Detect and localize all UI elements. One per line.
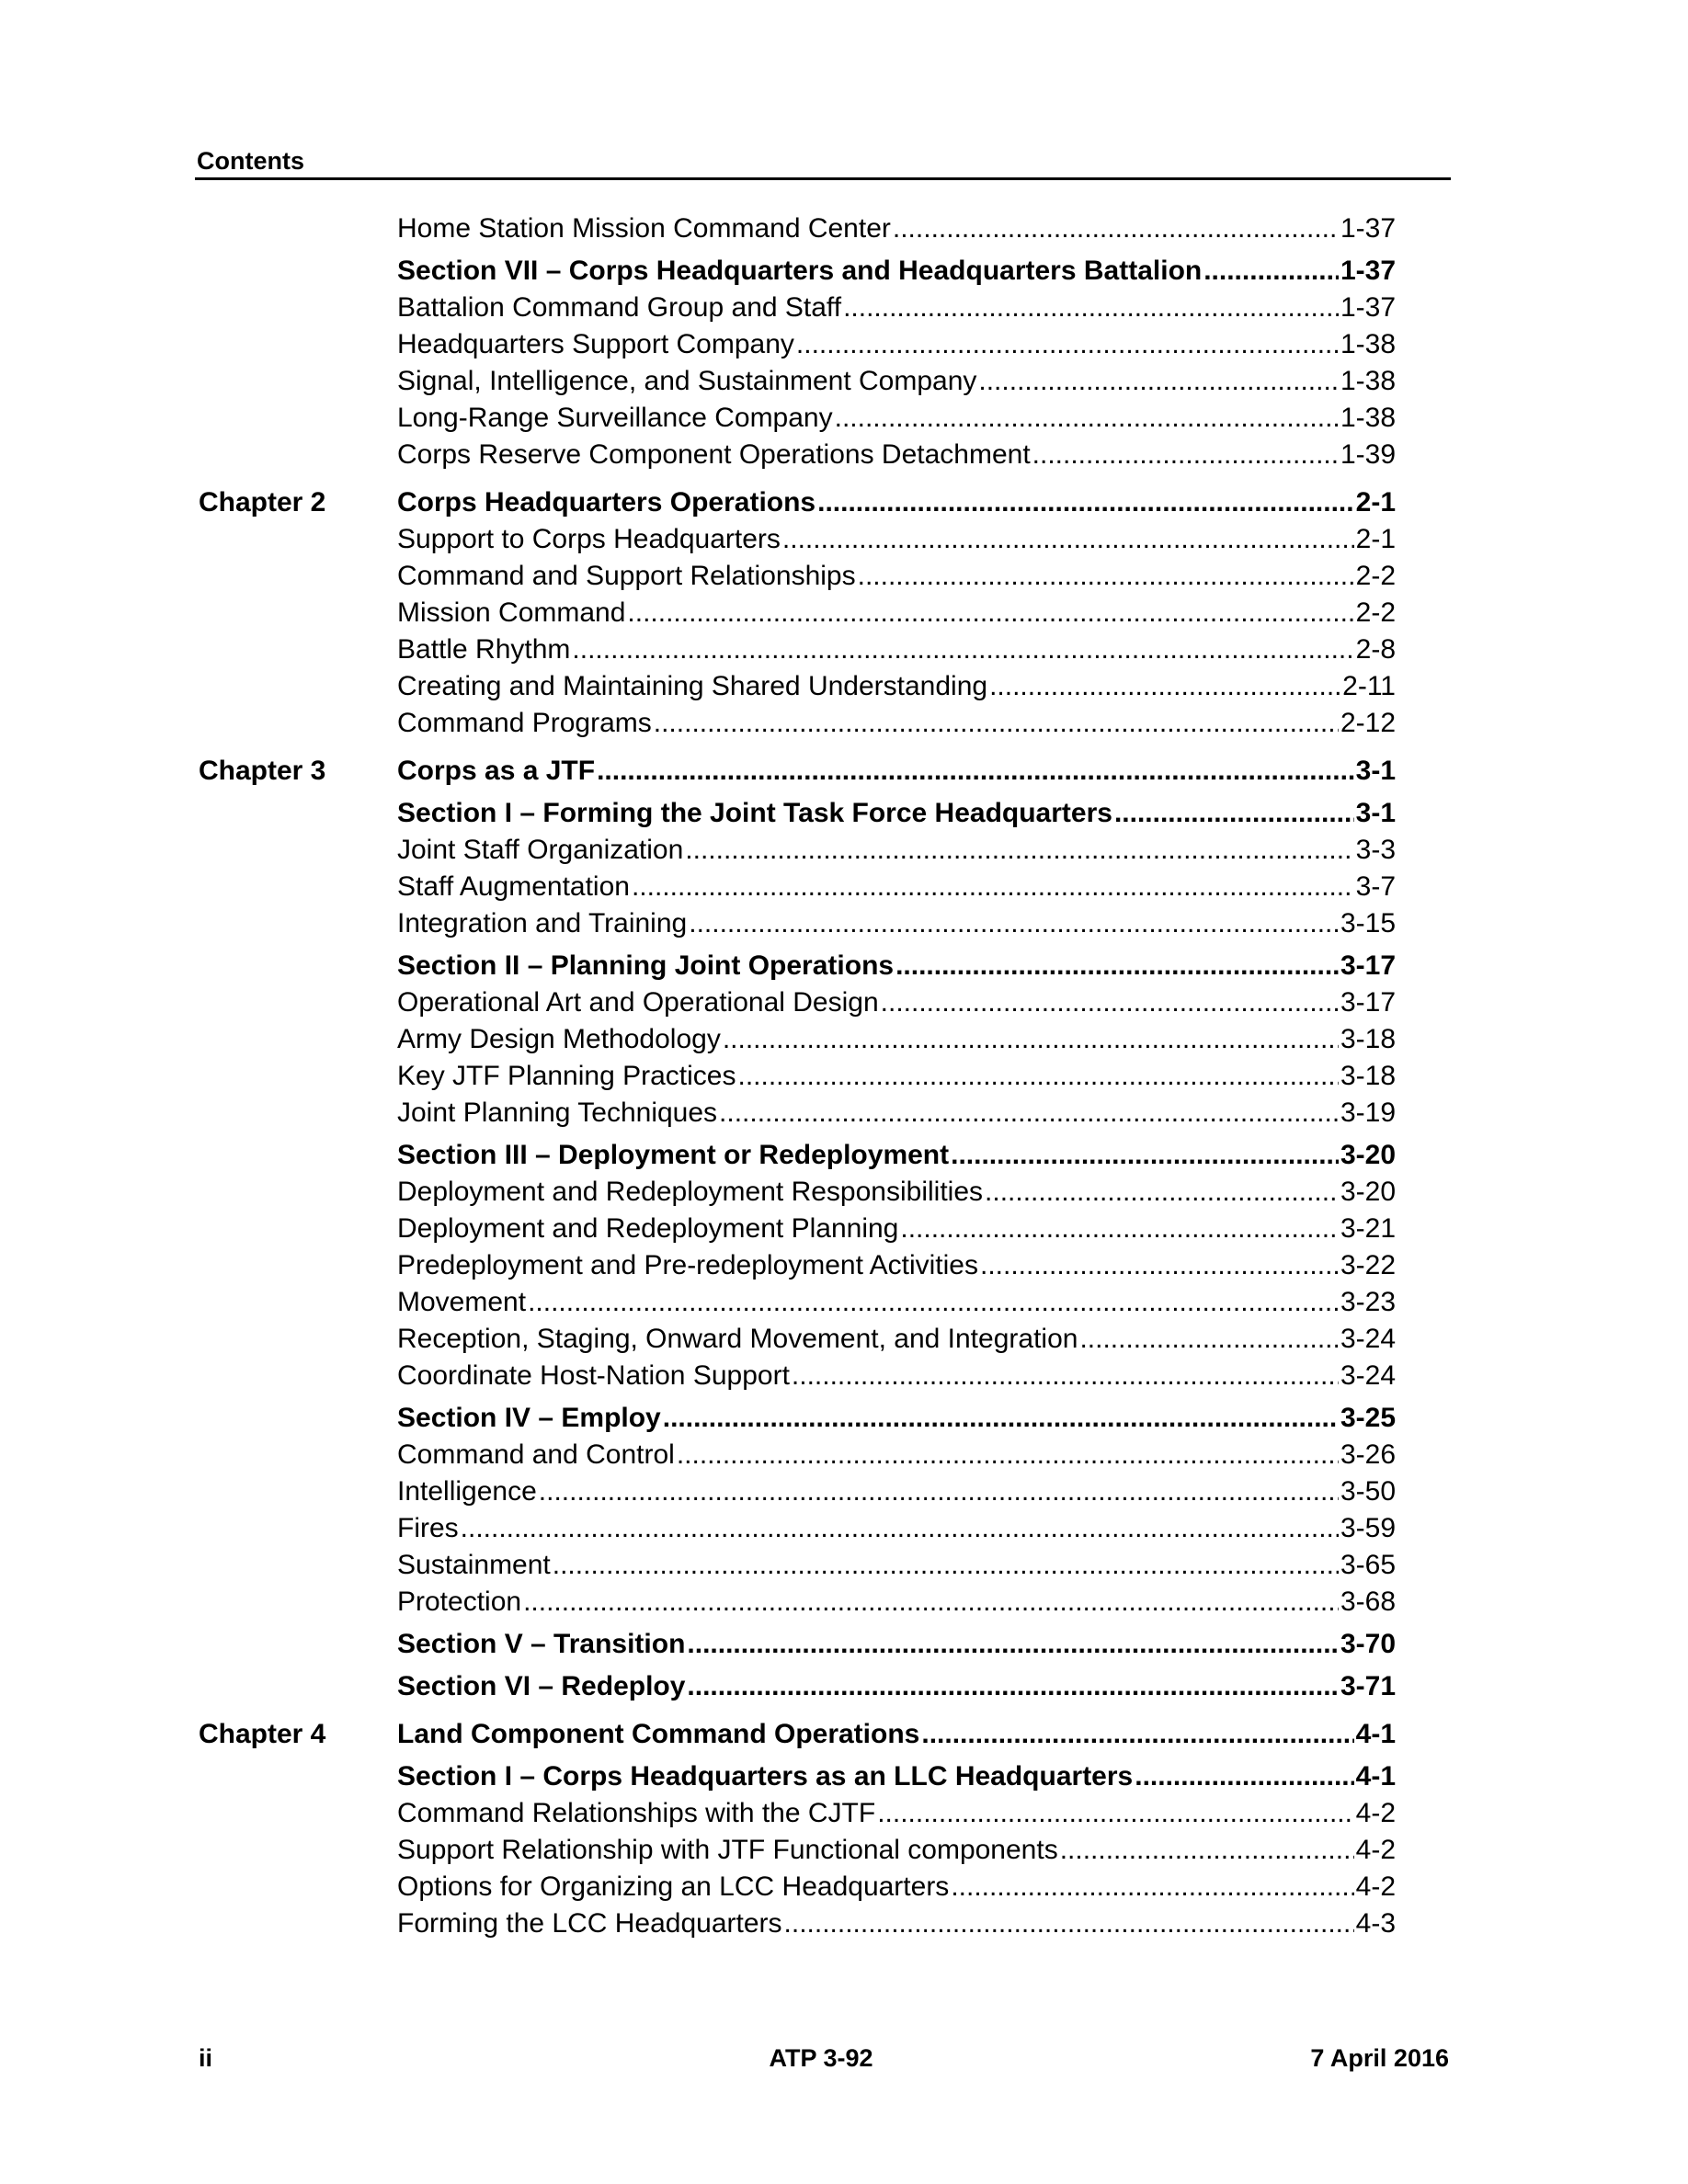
- toc-entry[interactable]: [397, 213, 1396, 245]
- footer-page-number: ii: [199, 2044, 213, 2072]
- toc-entry-page: 2-8: [1355, 634, 1396, 665]
- toc-entry-title: Battle Rhythm: [397, 634, 571, 665]
- dot-leader: [858, 561, 1354, 592]
- toc-entry[interactable]: [397, 1061, 1396, 1092]
- toc-row: [0, 950, 1688, 987]
- toc-entry[interactable]: [397, 1513, 1396, 1544]
- dot-leader: [539, 1476, 1339, 1507]
- dot-leader: [687, 1629, 1339, 1660]
- toc-entry[interactable]: [397, 1403, 1396, 1434]
- toc-entry[interactable]: [397, 1287, 1396, 1318]
- dot-leader: [877, 1798, 1353, 1829]
- toc-entry[interactable]: [397, 1098, 1396, 1129]
- toc-entry-page: 3-18: [1340, 1061, 1396, 1091]
- toc-row: [0, 708, 1688, 745]
- toc-row: [0, 1360, 1688, 1397]
- toc-entry-title: Predeployment and Pre-redeployment Activities: [397, 1250, 978, 1280]
- toc-entry-page: 3-70: [1340, 1629, 1396, 1659]
- dot-leader: [843, 292, 1339, 324]
- toc-entry[interactable]: [397, 1439, 1396, 1471]
- toc-row: [0, 835, 1688, 871]
- toc-entry-page: 3-15: [1340, 908, 1396, 938]
- dot-leader: [895, 950, 1339, 982]
- toc-entry-page: 4-1: [1355, 1761, 1396, 1792]
- toc-entry-title: Intelligence: [397, 1476, 537, 1507]
- toc-entry-title: Reception, Staging, Onward Movement, and Integration: [397, 1324, 1078, 1354]
- toc-entry-page: 3-24: [1340, 1324, 1396, 1354]
- toc-entry[interactable]: [397, 1761, 1396, 1792]
- dot-leader: [951, 1140, 1339, 1171]
- toc-row: [0, 1403, 1688, 1439]
- toc-entry-title: Integration and Training: [397, 908, 688, 938]
- toc-entry-title: Support to Corps Headquarters: [397, 524, 781, 554]
- dot-leader: [951, 1871, 1353, 1903]
- toc-entry-title: Options for Organizing an LCC Headquarters: [397, 1871, 950, 1902]
- toc-row: [0, 987, 1688, 1024]
- toc-entry-title: Mission Command: [397, 597, 626, 628]
- toc-entry[interactable]: [397, 756, 1396, 787]
- toc-entry-title: Sustainment: [397, 1550, 551, 1580]
- toc-row: [0, 1719, 1688, 1756]
- toc-entry[interactable]: [397, 1629, 1396, 1660]
- toc-row: [0, 1761, 1688, 1798]
- toc-entry-page: 2-1: [1355, 487, 1396, 518]
- toc-row: [0, 487, 1688, 524]
- toc-entry-page: 3-20: [1340, 1177, 1396, 1207]
- toc-entry-title: Battalion Command Group and Staff: [397, 292, 842, 323]
- toc-entry-page: 1-38: [1340, 329, 1396, 359]
- toc-entry[interactable]: [397, 634, 1396, 665]
- toc-entry[interactable]: [397, 908, 1396, 939]
- toc-entry-page: 2-2: [1355, 561, 1396, 591]
- toc-entry-page: 1-37: [1340, 213, 1396, 244]
- dot-leader: [632, 871, 1354, 903]
- toc-entry[interactable]: [397, 1024, 1396, 1055]
- toc-entry-page: 4-2: [1355, 1871, 1396, 1902]
- toc-row: [0, 1908, 1688, 1945]
- dot-leader: [921, 1719, 1353, 1750]
- toc-entry-title: Joint Planning Techniques: [397, 1098, 718, 1128]
- toc-entry-page: 3-21: [1340, 1213, 1396, 1244]
- dot-leader: [782, 524, 1354, 555]
- dot-leader: [1203, 256, 1339, 287]
- toc-entry[interactable]: [397, 524, 1396, 555]
- toc-entry-page: 3-65: [1340, 1550, 1396, 1580]
- dot-leader: [528, 1287, 1339, 1318]
- dot-leader: [572, 634, 1353, 665]
- dot-leader: [627, 597, 1353, 629]
- dot-leader: [523, 1587, 1339, 1618]
- dot-leader: [654, 708, 1339, 739]
- toc-entry[interactable]: [397, 1140, 1396, 1171]
- toc-entry-page: 2-11: [1342, 671, 1396, 701]
- toc-row: [0, 756, 1688, 792]
- toc-entry[interactable]: [397, 1587, 1396, 1618]
- toc-entry-page: 3-3: [1355, 835, 1396, 865]
- toc-entry-title: Deployment and Redeployment Responsibilities: [397, 1177, 984, 1207]
- toc-entry-page: 3-26: [1340, 1439, 1396, 1470]
- toc-row: [0, 1513, 1688, 1550]
- dot-leader: [1032, 439, 1339, 471]
- toc-entry[interactable]: [397, 1871, 1396, 1903]
- toc-entry-page: 3-17: [1340, 950, 1396, 981]
- dot-leader: [689, 908, 1339, 939]
- toc-row: [0, 634, 1688, 671]
- toc-row: [0, 1587, 1688, 1623]
- dot-leader: [687, 1671, 1339, 1702]
- toc-row: [0, 1213, 1688, 1250]
- toc-entry-title: Section VI – Redeploy: [397, 1671, 686, 1701]
- toc-entry-title: Section V – Transition: [397, 1629, 686, 1659]
- toc-entry[interactable]: [397, 1177, 1396, 1208]
- toc-entry-page: 3-23: [1340, 1287, 1396, 1317]
- dot-leader: [663, 1403, 1339, 1434]
- toc-entry-page: 3-18: [1340, 1024, 1396, 1054]
- toc-entry-title: Command and Control: [397, 1439, 675, 1470]
- toc-row: [0, 561, 1688, 597]
- toc-row: [0, 1798, 1688, 1835]
- toc-row: [0, 1476, 1688, 1513]
- toc-entry-title: Protection: [397, 1587, 522, 1617]
- toc-entry-page: 4-2: [1355, 1798, 1396, 1828]
- toc-entry-page: 3-25: [1340, 1403, 1396, 1433]
- toc-entry[interactable]: [397, 487, 1396, 518]
- toc-row: [0, 256, 1688, 292]
- toc-row: [0, 1177, 1688, 1213]
- toc-entry-page: 1-38: [1340, 366, 1396, 396]
- toc-row: [0, 1550, 1688, 1587]
- toc-entry[interactable]: [397, 1719, 1396, 1750]
- toc-row: [0, 403, 1688, 439]
- toc-row: [0, 439, 1688, 476]
- dot-leader: [893, 213, 1339, 245]
- toc-entry-title: Section II – Planning Joint Operations: [397, 950, 895, 981]
- toc-entry-title: Creating and Maintaining Shared Understanding: [397, 671, 988, 701]
- toc-entry[interactable]: [397, 1324, 1396, 1355]
- dot-leader: [685, 835, 1353, 866]
- toc-entry[interactable]: [397, 987, 1396, 1018]
- toc-entry-title: Corps as a JTF: [397, 756, 596, 786]
- dot-leader: [989, 671, 1340, 702]
- toc-entry[interactable]: [397, 1908, 1396, 1939]
- toc-entry-page: 2-2: [1355, 597, 1396, 628]
- toc-entry-title: Corps Headquarters Operations: [397, 487, 816, 518]
- toc-entry[interactable]: [397, 597, 1396, 629]
- footer-publication-id: ATP 3-92: [769, 2044, 873, 2072]
- toc-entry-title: Section VII – Corps Headquarters and Headquarters Battalion: [397, 256, 1203, 286]
- toc-entry-title: Corps Reserve Component Operations Detachment: [397, 439, 1031, 470]
- toc-entry[interactable]: [397, 292, 1396, 324]
- toc-entry-page: 1-37: [1340, 256, 1396, 286]
- toc-entry-page: 1-38: [1340, 403, 1396, 433]
- toc-entry-title: Forming the LCC Headquarters: [397, 1908, 782, 1939]
- dot-leader: [796, 329, 1339, 360]
- toc-entry[interactable]: [397, 1250, 1396, 1281]
- toc-entry-page: 2-12: [1340, 708, 1396, 738]
- toc-row: [0, 597, 1688, 634]
- dot-leader: [1135, 1761, 1353, 1792]
- toc-entry-page: 3-1: [1355, 756, 1396, 786]
- footer-date: 7 April 2016: [1310, 2044, 1449, 2072]
- toc-row: [0, 1324, 1688, 1360]
- toc-row: [0, 1098, 1688, 1134]
- toc-entry[interactable]: [397, 256, 1396, 287]
- toc-entry[interactable]: [397, 439, 1396, 471]
- toc-entry-page: 3-71: [1340, 1671, 1396, 1701]
- toc-entry[interactable]: [397, 561, 1396, 592]
- toc-entry-title: Staff Augmentation: [397, 871, 630, 902]
- toc-entry-title: Support Relationship with JTF Functional components: [397, 1835, 1058, 1865]
- toc-row: [0, 1287, 1688, 1324]
- toc-entry-page: 3-59: [1340, 1513, 1396, 1543]
- toc-row: [0, 1835, 1688, 1871]
- toc-entry[interactable]: [397, 329, 1396, 360]
- toc-row: [0, 908, 1688, 945]
- toc-entry[interactable]: [397, 1213, 1396, 1245]
- toc-entry-title: Deployment and Redeployment Planning: [397, 1213, 899, 1244]
- toc-entry-title: Land Component Command Operations: [397, 1719, 920, 1749]
- toc-entry-page: 3-20: [1340, 1140, 1396, 1170]
- dot-leader: [900, 1213, 1339, 1245]
- toc-entry-title: Army Design Methodology: [397, 1024, 721, 1054]
- dot-leader: [978, 366, 1339, 397]
- dot-leader: [1079, 1324, 1339, 1355]
- toc-entry-title: Section I – Corps Headquarters as an LLC Headquarters: [397, 1761, 1134, 1792]
- toc-entry[interactable]: [397, 1671, 1396, 1702]
- toc-row: [0, 292, 1688, 329]
- toc-row: [0, 1140, 1688, 1177]
- dot-leader: [985, 1177, 1339, 1208]
- dot-leader: [792, 1360, 1339, 1392]
- dot-leader: [597, 756, 1354, 787]
- toc-row: [0, 524, 1688, 561]
- dot-leader: [723, 1024, 1339, 1055]
- toc-row: [0, 1250, 1688, 1287]
- toc-entry[interactable]: [397, 950, 1396, 982]
- toc-entry-title: Operational Art and Operational Design: [397, 987, 879, 1018]
- toc-entry-title: Home Station Mission Command Center: [397, 213, 891, 244]
- dot-leader: [719, 1098, 1339, 1129]
- toc-row: [0, 871, 1688, 908]
- toc-row: [0, 671, 1688, 708]
- toc-row: [0, 329, 1688, 366]
- toc-row: [0, 1629, 1688, 1666]
- dot-leader: [817, 487, 1354, 518]
- toc-entry-title: Section III – Deployment or Redeployment: [397, 1140, 950, 1170]
- dot-leader: [980, 1250, 1339, 1281]
- toc-chapter-label: Chapter 3: [199, 756, 326, 786]
- dot-leader: [553, 1550, 1339, 1581]
- toc-entry-title: Command Programs: [397, 708, 652, 738]
- toc-entry-page: 3-1: [1355, 798, 1396, 828]
- toc-entry-title: Movement: [397, 1287, 527, 1317]
- toc-entry-title: Section I – Forming the Joint Task Force Headquarters: [397, 798, 1112, 828]
- dot-leader: [1114, 798, 1354, 829]
- toc-entry-page: 1-37: [1340, 292, 1396, 323]
- toc-entry[interactable]: [397, 708, 1396, 739]
- toc-entry-page: 3-50: [1340, 1476, 1396, 1507]
- toc-entry[interactable]: [397, 671, 1396, 702]
- toc-entry-page: 3-68: [1340, 1587, 1396, 1617]
- toc-entry-page: 4-3: [1355, 1908, 1396, 1939]
- toc-entry-title: Signal, Intelligence, and Sustainment Company: [397, 366, 977, 396]
- toc-entry-title: Key JTF Planning Practices: [397, 1061, 736, 1091]
- toc-entry-title: Section IV – Employ: [397, 1403, 661, 1433]
- toc-chapter-label: Chapter 2: [199, 487, 326, 518]
- dot-leader: [677, 1439, 1339, 1471]
- dot-leader: [835, 403, 1339, 434]
- toc-entry[interactable]: [397, 1835, 1396, 1866]
- header-label: Contents: [197, 147, 304, 175]
- toc-entry-page: 4-2: [1355, 1835, 1396, 1865]
- toc-entry-page: 2-1: [1355, 524, 1396, 554]
- toc-entry-page: 3-22: [1340, 1250, 1396, 1280]
- toc-entry[interactable]: [397, 871, 1396, 903]
- toc-entry-page: 3-17: [1340, 987, 1396, 1018]
- toc-entry-title: Coordinate Host-Nation Support: [397, 1360, 790, 1391]
- dot-leader: [1060, 1835, 1354, 1866]
- toc-entry-page: 3-24: [1340, 1360, 1396, 1391]
- toc-chapter-label: Chapter 4: [199, 1719, 326, 1749]
- dot-leader: [461, 1513, 1339, 1544]
- toc-entry[interactable]: [397, 1360, 1396, 1392]
- toc-entry[interactable]: [397, 798, 1396, 829]
- dot-leader: [737, 1061, 1338, 1092]
- toc-entry-title: Headquarters Support Company: [397, 329, 794, 359]
- toc-row: [0, 1871, 1688, 1908]
- toc-entry-page: 4-1: [1355, 1719, 1396, 1749]
- toc-entry-title: Joint Staff Organization: [397, 835, 684, 865]
- header-rule: [195, 177, 1451, 180]
- toc-entry[interactable]: [397, 1550, 1396, 1581]
- toc-entry[interactable]: [397, 1476, 1396, 1507]
- toc-row: [0, 798, 1688, 835]
- toc-row: [0, 1439, 1688, 1476]
- toc-entry[interactable]: [397, 835, 1396, 866]
- toc-entry-title: Fires: [397, 1513, 459, 1543]
- toc-entry-page: 1-39: [1340, 439, 1396, 470]
- toc-entry[interactable]: [397, 366, 1396, 397]
- toc-entry-title: Long-Range Surveillance Company: [397, 403, 833, 433]
- toc-entry-page: 3-19: [1340, 1098, 1396, 1128]
- toc-row: [0, 366, 1688, 403]
- dot-leader: [784, 1908, 1354, 1939]
- dot-leader: [881, 987, 1339, 1018]
- toc-row: [0, 213, 1688, 250]
- toc-entry[interactable]: [397, 403, 1396, 434]
- toc-row: [0, 1061, 1688, 1098]
- toc-row: [0, 1671, 1688, 1708]
- toc-row: [0, 1024, 1688, 1061]
- toc-entry[interactable]: [397, 1798, 1396, 1829]
- toc-entry-title: Command and Support Relationships: [397, 561, 856, 591]
- toc-entry-title: Command Relationships with the CJTF: [397, 1798, 876, 1828]
- toc-entry-page: 3-7: [1355, 871, 1396, 902]
